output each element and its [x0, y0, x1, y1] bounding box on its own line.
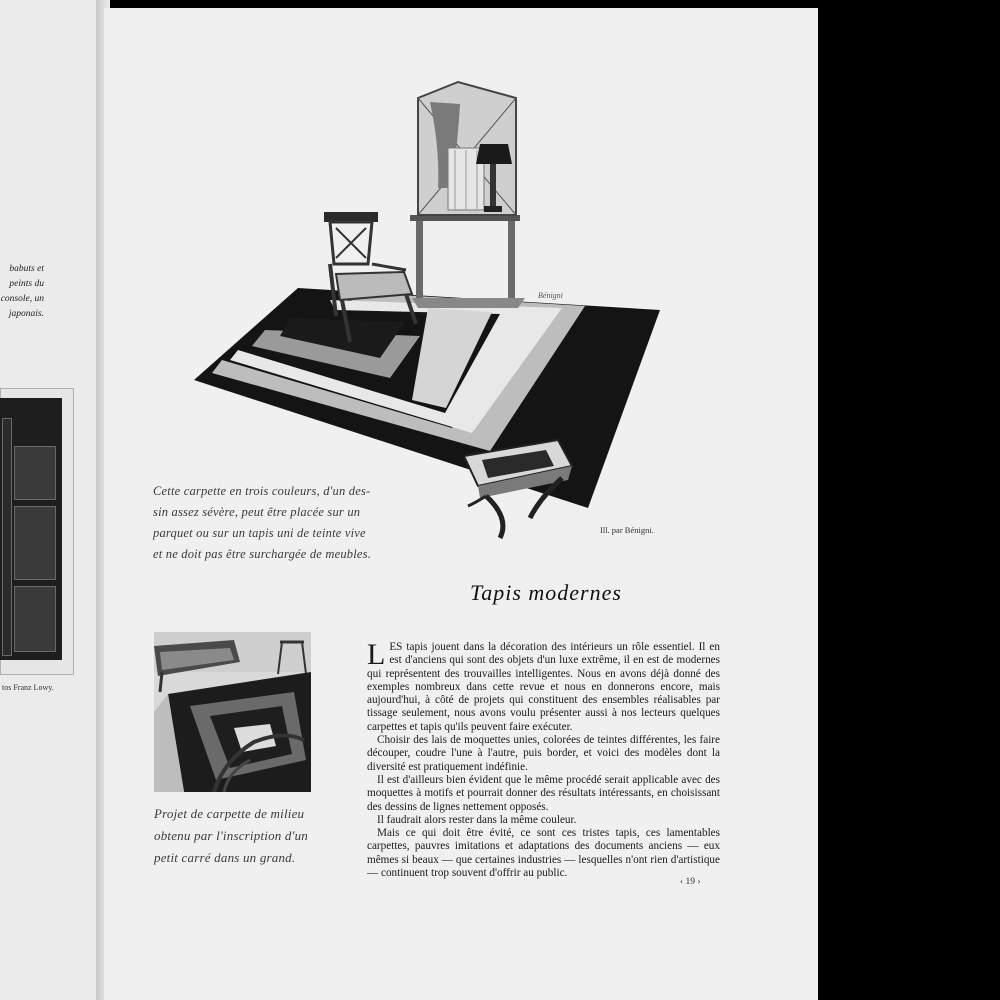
- caption-line: Projet de carpette de milieu: [154, 806, 305, 821]
- article-paragraph: [367, 638, 720, 734]
- caption-line: Cette carpette en trois couleurs, d'un des-: [153, 484, 371, 498]
- caption-line: obtenu par l'inscription d'un: [154, 828, 308, 843]
- drop-cap: L: [367, 638, 386, 671]
- article-paragraph: Il faudrait alors rester dans la même couleur.: [377, 813, 577, 826]
- left-photo-credit: tos Franz Lowy.: [2, 683, 54, 692]
- rug-photo: [154, 632, 311, 792]
- caption-top: [153, 481, 393, 565]
- illustration-signature: Bénigni: [538, 291, 563, 300]
- left-photo-cabinet: [0, 398, 62, 660]
- article-body: [367, 638, 720, 880]
- left-caption-line: babuts et: [9, 264, 44, 274]
- caption-line: et ne doit pas être surchargée de meubles.: [153, 547, 372, 561]
- left-caption-line: console, un: [0, 294, 44, 304]
- article-title: Tapis modernes: [470, 580, 622, 605]
- left-caption-line: peints du: [9, 279, 44, 289]
- left-caption-line: japonais.: [8, 309, 44, 319]
- rug-illustration: [190, 78, 665, 543]
- page-number: ‹ 19 ›: [680, 877, 701, 887]
- paragraph-text: ES tapis jouent dans la décoration des intérieurs un rôle essentiel. Il en est d'anciens qui sont des objets d'un luxe extrême, il en est de modernes qui représentent des trouvailles intelligentes. Nous en avons déjà donné des exemples nombreux dans cette revue et nous en donnerons encore, mais aujourd'hui, à côté de projets qui constituent des ensembles réalisables par tissage seulement, nous avons voulu présenter aussi à nos lecteurs quelques carpettes et tapis qu'ils peuvent faire exécuter.: [367, 641, 720, 733]
- caption-line: petit carré dans un grand.: [154, 850, 296, 865]
- illustration-credit: Ill. par Bénigni.: [600, 525, 654, 535]
- caption-line: sin assez sévère, peut être placée sur un: [153, 505, 361, 519]
- caption-line: parquet ou sur un tapis uni de teinte vive: [153, 526, 366, 540]
- left-page-caption: [0, 262, 44, 322]
- article-paragraph: Choisir des lais de moquettes unies, colorées de teintes différentes, les faire découper, coudre l'une à l'autre, puis border, et voici des modèles dont la diversité est pratiquement indéfinie.: [367, 734, 720, 773]
- article-paragraph: Il est d'ailleurs bien évident que le même procédé serait applicable avec des moquettes à motifs et pourrait donner des résultats intéressants, en choisissant des dessins de lignes nettement opposés.: [367, 773, 720, 813]
- caption-bottom: [154, 803, 324, 869]
- article-paragraph: Mais ce qui doit être évité, ce sont ces tristes tapis, ces lamentables carpettes, pauvres imitations et adaptations des documents anciens — eux mêmes si beaux — que certaines industries — lesquelles n'ont rien d'artistique — continuent trop souvent d'offrir au public.: [367, 827, 720, 880]
